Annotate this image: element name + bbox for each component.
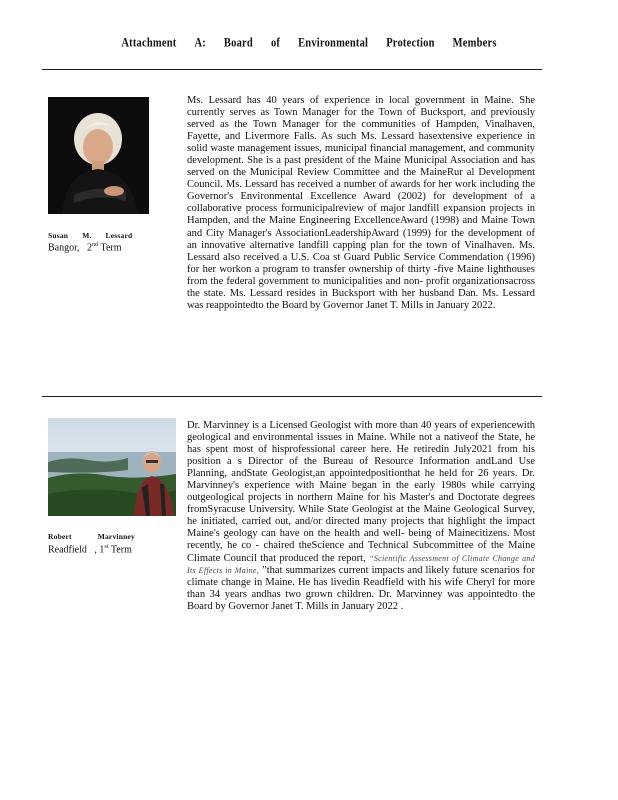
city: Bangor, <box>48 242 80 254</box>
member-bio-marvinney <box>187 420 535 613</box>
term-word: Term <box>100 242 122 254</box>
term-separator: , <box>94 544 97 556</box>
member-name-lessard <box>48 231 132 240</box>
divider <box>42 69 542 70</box>
first-name: Robert <box>48 532 72 541</box>
term-suffix: nd <box>92 242 99 248</box>
member-name-marvinney <box>48 532 135 541</box>
last-name: Marvinney <box>97 532 135 541</box>
bio-text: ”that summarizes current impacts and likely future scenarios for climate change in Maine. He has livedin Readfield with his wife Cheryl for more than 34 years andhas two grown children. Dr. Marvinney was appointedto the Board by Governor Janet T. Mills in January 2022 . <box>187 564 535 612</box>
term-word: Term <box>110 544 132 556</box>
title-word: Environmental <box>298 37 369 50</box>
title-word: A: <box>194 37 206 50</box>
title-word: Protection <box>386 37 435 50</box>
title-word: Board <box>223 37 253 50</box>
first-name: Susan <box>48 231 69 240</box>
term-suffix: st <box>104 544 109 550</box>
term-number: 1 <box>99 544 105 556</box>
city: Readfield <box>48 544 87 556</box>
title-word: Attachment <box>121 37 177 50</box>
divider <box>42 396 542 397</box>
member-bio-lessard: Ms. Lessard has 40 years of experience in local government in Maine. She currently serves as Town Manager for the Town of Bucksport, and previously served as the Town Manager for the communities of Hampden, Vinalhaven, Fayette, and Livermore Falls. As such Ms. Lessard hasextensive experience in solid waste management issues, municipal financial management, and community development. She is a past president of the Maine Municipal Association and has served on the Municipal Review Committee and the MaineRur al Development Council. Ms. Lessard has received a number of awards for her work including the Governor's Environmental Excellence Award (2002) for development of a collaborative process formunicipalreview of major landfill expansion projects in Hampden, and the Maine Engineering ExcellenceAward (1998) and Maine Town and City Manager's AssociationLeadershipAward (1999) for the development of an innovative alternative landfill capping plan for the town of Vinalhaven. Ms. Lessard also received a U.S. Coa st Guard Public Service Commendation (1996) for her workon a program to transfer ownership of thirty -five Maine lighthouses from the federal government to municipalities and non- profit organizationsacross the state. Ms. Lessard resides in Bucksport with her husband Dan. Ms. Lessard was reappointedto the Board by Governor Janet T. Mills in January 2022. <box>187 95 535 311</box>
member-city-term-lessard <box>48 242 122 253</box>
title-word: Members <box>452 37 497 50</box>
term-number: 2 <box>87 242 93 254</box>
middle-initial: M. <box>82 231 92 240</box>
bio-text: Dr. Marvinney is a Licensed Geologist with more than 40 years of experiencewith geological and environmental issues in Maine. While not a nativeof the State, he has spent most of hisprofessional career here. He retiredin July2021 from his position a s Director of the Bureau of Resource Information andLand Use Planning, andState Geologist,an appointedpositionthat he held for 26 years. Dr. Marvinney's experience with Maine began in the early 1980s while carrying outgeological projects in northern Maine for his Master's and Doctorate degrees fromSyracuse University. While State Geologist at the Maine Geological Survey, he initiated, carried out, and/or directed many projects that highlight the impact Maine's geology can have on the health and well- being of Mainecitizens. Most recently, he co - chaired theScience and Technical Subcommittee of the Maine Climate Council that produced the report, <box>187 420 535 564</box>
page-title <box>0 37 618 50</box>
member-photo-marvinney <box>48 418 176 516</box>
report-title: “Scientific Assessment of Climate Change and Its Effects in Maine, <box>187 553 536 575</box>
member-photo-lessard <box>48 97 149 214</box>
last-name: Lessard <box>105 231 133 240</box>
title-word: of <box>270 37 281 50</box>
member-city-term-marvinney <box>48 544 132 555</box>
